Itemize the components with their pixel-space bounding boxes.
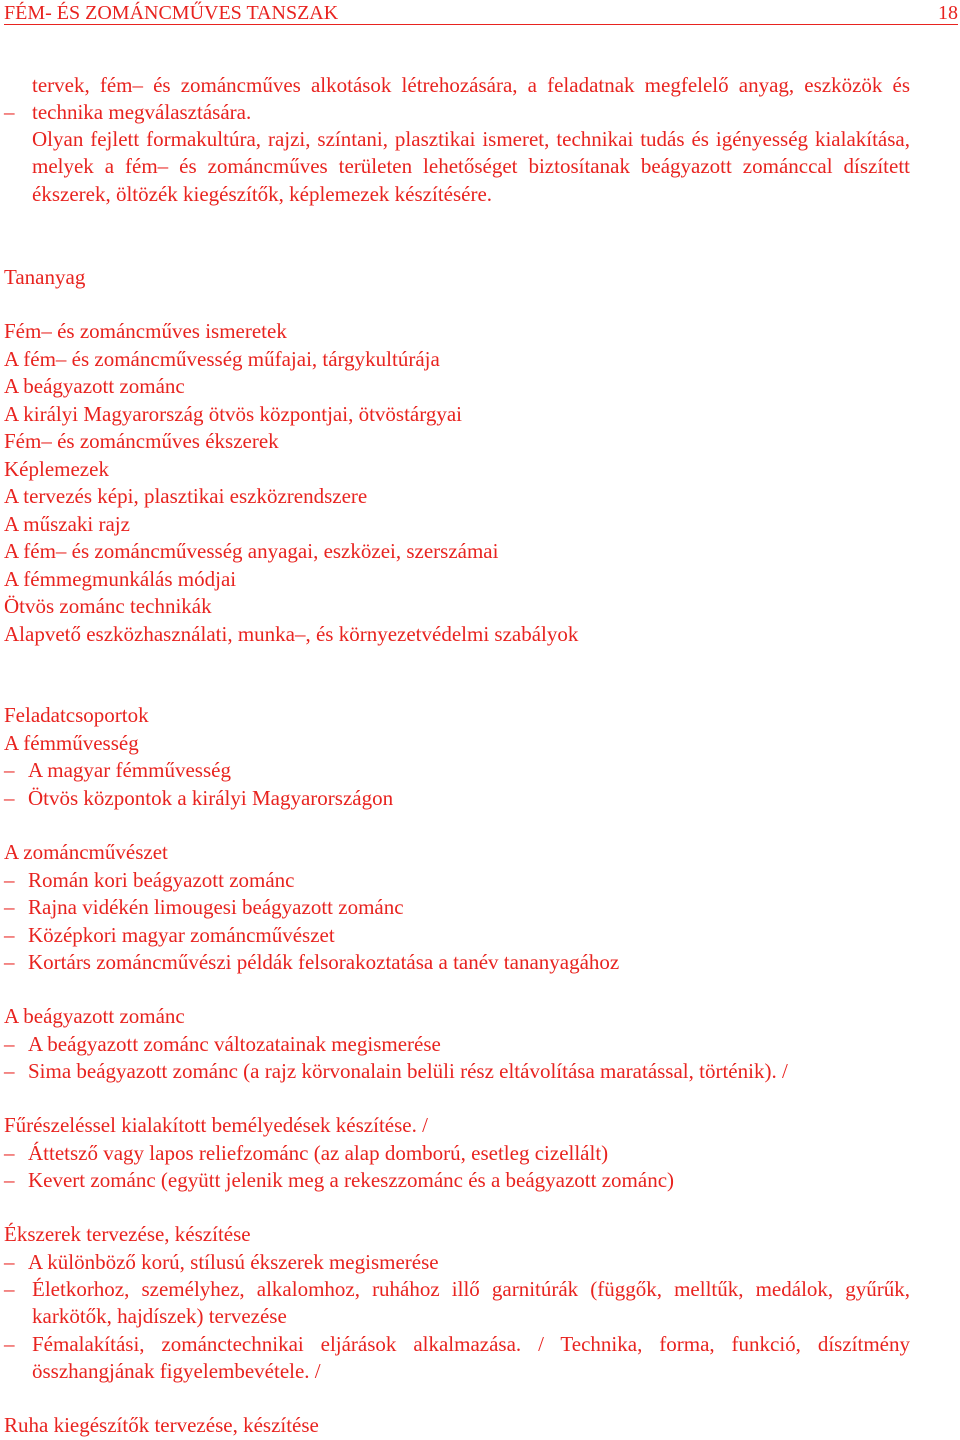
tananyag-item: Fém– és zománcműves ismeretek bbox=[4, 319, 287, 343]
dash-marker: – bbox=[4, 1140, 15, 1165]
page-header bbox=[4, 2, 958, 25]
list-item bbox=[4, 785, 393, 812]
intro-dash: – bbox=[4, 100, 15, 124]
list-item bbox=[4, 757, 231, 784]
section-heading-zomancmuveszet: A zománcművészet bbox=[4, 840, 168, 864]
fureszeles-line: Fűrészeléssel kialakított bemélyedések készítése. / bbox=[4, 1113, 428, 1137]
dash-marker: – bbox=[4, 1168, 15, 1192]
list-item-text: A magyar fémművesség bbox=[28, 758, 231, 782]
section-heading-femmuvesseg: A fémművesség bbox=[4, 730, 139, 755]
list-item bbox=[4, 1058, 788, 1085]
list-item-text: Sima beágyazott zománc (a rajz körvonalain belüli rész eltávolítása maratással, történik). / bbox=[28, 1059, 788, 1083]
tananyag-item: A beágyazott zománc bbox=[4, 374, 185, 398]
list-item-text: Fémalakítási, zománctechnikai eljárások alkalmazása. / Technika, forma, funkció, díszítmény összhangjának figyelembevétele. / bbox=[32, 1332, 910, 1384]
tananyag-item: Alapvető eszközhasználati, munka–, és környezetvédelmi szabályok bbox=[4, 621, 579, 646]
tananyag-item: Képlemezek bbox=[4, 456, 109, 481]
tananyag-item: A királyi Magyarország ötvös központjai, ötvöstárgyai bbox=[4, 401, 463, 426]
tananyag-item: A fém– és zománcművesség műfajai, tárgykultúrája bbox=[4, 346, 440, 371]
section-heading-ruha: Ruha kiegészítők tervezése, készítése bbox=[4, 1413, 319, 1437]
list-item bbox=[4, 1331, 910, 1386]
dash-marker: – bbox=[4, 1059, 15, 1083]
list-item-text: Életkorhoz, személyhez, alkalomhoz, ruhához illő garnitúrák (függők, melltűk, medálok, gyűrűk, karkötők, hajdíszek) tervezése bbox=[32, 1277, 910, 1329]
list-item bbox=[4, 894, 404, 921]
dash-marker: – bbox=[4, 895, 15, 919]
tananyag-heading: Tananyag bbox=[4, 265, 86, 289]
dash-marker: – bbox=[4, 1277, 15, 1301]
list-item-text: Román kori beágyazott zománc bbox=[28, 867, 295, 892]
header-title: FÉM- ÉS ZOMÁNCMŰVES TANSZAK bbox=[4, 2, 339, 24]
tananyag-item: A fémmegmunkálás módjai bbox=[4, 566, 237, 591]
intro-paragraph-1: tervek, fém– és zománcműves alkotások létrehozására, a feladatnak megfelelő anyag, eszközök és technika megválasztására. bbox=[32, 73, 910, 125]
list-item-text: Kevert zománc (együtt jelenik meg a rekeszzománc és a beágyazott zománc) bbox=[28, 1168, 675, 1192]
dash-marker: – bbox=[4, 950, 15, 974]
dash-marker: – bbox=[4, 1031, 15, 1056]
section-heading-beagyazott: A beágyazott zománc bbox=[4, 1004, 185, 1028]
dash-marker: – bbox=[4, 1332, 15, 1356]
list-item-text: Kortárs zománcművészi példák felsorakoztatása a tanév tananyagához bbox=[28, 950, 620, 974]
tananyag-item: A tervezés képi, plasztikai eszközrendszere bbox=[4, 484, 368, 508]
section-heading-ekszerek: Ékszerek tervezése, készítése bbox=[4, 1222, 251, 1246]
list-item-text: Középkori magyar zománcművészet bbox=[28, 922, 335, 947]
list-item bbox=[4, 1167, 674, 1194]
list-item-text: Rajna vidékén limougesi beágyazott zománc bbox=[28, 895, 404, 919]
dash-marker: – bbox=[4, 785, 15, 810]
list-item bbox=[4, 1276, 910, 1331]
tananyag-item: A fém– és zománcművesség anyagai, eszközei, szerszámai bbox=[4, 539, 499, 563]
dash-marker: – bbox=[4, 1249, 15, 1274]
dash-marker: – bbox=[4, 922, 15, 947]
list-item bbox=[4, 922, 335, 949]
dash-marker: – bbox=[4, 758, 15, 782]
intro-paragraph-2: Olyan fejlett formakultúra, rajzi, színtani, plasztikai ismeret, technikai tudás és igényesség kialakítása, melyek a fém– és zománcműves területen lehetőséget biztosítanak beágyazott zománccal díszített ékszerek, öltözék kiegészítők, képlemezek készítésére. bbox=[32, 127, 910, 206]
list-item bbox=[4, 1031, 441, 1058]
tananyag-item: Fém– és zománcműves ékszerek bbox=[4, 429, 279, 453]
list-item bbox=[4, 1249, 439, 1276]
list-item-text: A beágyazott zománc változatainak megismerése bbox=[28, 1031, 441, 1056]
list-item bbox=[4, 867, 295, 894]
page-number: 18 bbox=[938, 2, 958, 24]
list-item-text: A különböző korú, stílusú ékszerek megismerése bbox=[28, 1249, 439, 1274]
tananyag-item: A műszaki rajz bbox=[4, 511, 130, 536]
list-item-text: Ötvös központok a királyi Magyarországon bbox=[28, 785, 394, 810]
list-item bbox=[4, 949, 619, 976]
tananyag-item: Ötvös zománc technikák bbox=[4, 594, 212, 618]
dash-marker: – bbox=[4, 867, 15, 892]
feladatcsoportok-heading: Feladatcsoportok bbox=[4, 703, 149, 727]
list-item bbox=[4, 1140, 608, 1167]
list-item-text: Áttetsző vagy lapos reliefzománc (az alap domború, esetleg cizellált) bbox=[28, 1140, 609, 1165]
